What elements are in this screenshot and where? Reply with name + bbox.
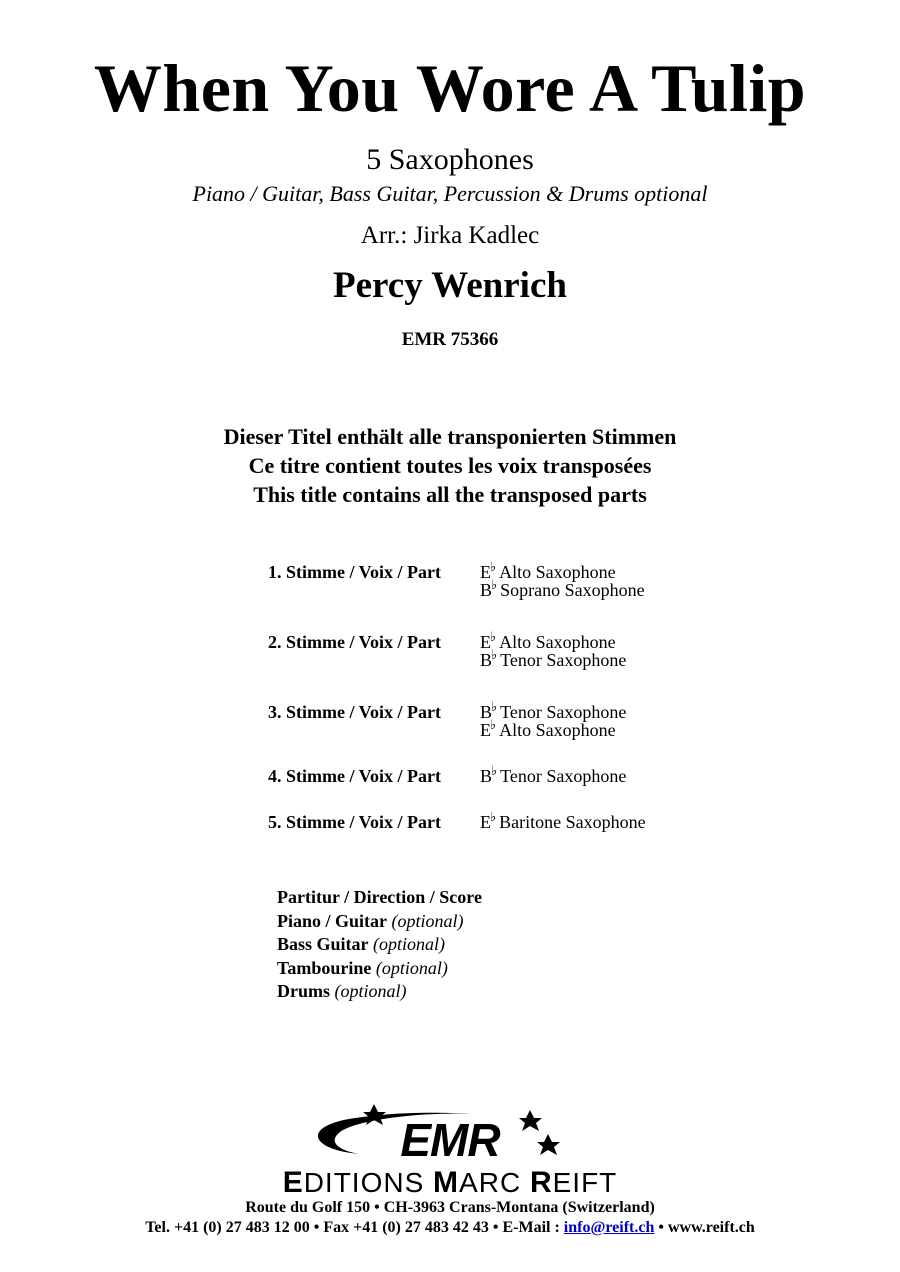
part-instrument: E♭ Alto Saxophone (480, 717, 616, 740)
part-instrument: B♭ Tenor Saxophone (480, 763, 627, 786)
notice-line-en: This title contains all the transposed parts (253, 482, 647, 507)
page-title: When You Wore A Tulip (93, 50, 807, 126)
part-label: 2. Stimme / Voix / Part (268, 632, 441, 652)
part-label: 3. Stimme / Voix / Part (268, 702, 441, 722)
flat-symbol: ♭ (490, 717, 497, 732)
flat-symbol: ♭ (491, 699, 498, 714)
flat-symbol: ♭ (490, 809, 497, 824)
email-link[interactable]: info@reift.ch (563, 1219, 655, 1236)
optional-instruments: Piano / Guitar, Bass Guitar, Percussion & Drums optional (192, 181, 708, 206)
catalog-number: EMR 75366 (401, 329, 499, 350)
flat-symbol: ♭ (491, 577, 498, 592)
extra-item-drums: Drums (optional) (277, 981, 407, 1002)
part-instrument: E♭ Alto Saxophone (480, 559, 616, 582)
extra-item-piano-guitar: Piano / Guitar (optional) (277, 910, 464, 931)
flat-symbol: ♭ (491, 763, 498, 778)
instrumentation-subtitle: 5 Saxophones (366, 143, 534, 176)
part-instrument: E♭ Alto Saxophone (480, 629, 616, 652)
flat-symbol: ♭ (490, 629, 497, 644)
publisher-contact: Tel. +41 (0) 27 483 12 00 • Fax +41 (0) 27 483 42 43 • E-Mail : info@reift.ch • www.reift.ch (145, 1219, 755, 1236)
flat-symbol: ♭ (490, 559, 497, 574)
part-instrument: B♭ Soprano Saxophone (480, 577, 645, 600)
part-instrument: B♭ Tenor Saxophone (480, 699, 627, 722)
extra-item-score: Partitur / Direction / Score (277, 887, 482, 907)
extras-list (277, 886, 482, 1004)
part-label: 4. Stimme / Voix / Part (268, 766, 441, 786)
flat-symbol: ♭ (491, 647, 498, 662)
part-label: 1. Stimme / Voix / Part (268, 562, 441, 582)
extra-item-bass-guitar: Bass Guitar (optional) (277, 934, 446, 955)
part-instrument: B♭ Tenor Saxophone (480, 647, 627, 670)
composer: Percy Wenrich (333, 265, 567, 306)
part-instrument: E♭ Baritone Saxophone (480, 809, 646, 832)
emr-logo-text: EMR (400, 1114, 500, 1166)
notice-line-de: Dieser Titel enthält alle transponierten Stimmen (223, 424, 677, 449)
notice-line-fr: Ce titre contient toutes les voix transposées (248, 453, 652, 478)
part-label: 5. Stimme / Voix / Part (268, 812, 441, 832)
extra-item-tambourine: Tambourine (optional) (277, 957, 448, 978)
arranger: Arr.: Jirka Kadlec (360, 222, 540, 249)
publisher-address: Route du Golf 150 • CH-3963 Crans-Montana (Switzerland) (245, 1199, 655, 1216)
publisher-name: EDITIONS MARC REIFT (282, 1166, 618, 1199)
